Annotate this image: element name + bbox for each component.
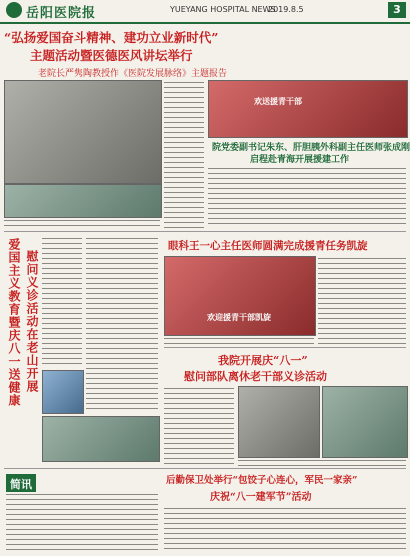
article5-title-line2: 慰问部队离休老干部义诊活动 [184,370,327,383]
article4-photo [164,256,316,336]
article1-title: “弘扬爱国奋斗精神、建功立业新时代” [4,30,219,45]
divider [4,231,406,232]
masthead [0,0,410,24]
article3-body-1 [42,236,82,366]
article2-body [208,166,406,228]
divider-2 [164,347,406,348]
article1-title-line2: 主题活动暨医德医风讲坛举行 [30,48,193,63]
article5-caption [238,458,406,466]
paper-english-name: YUEYANG HOSPITAL NEWS [170,5,276,14]
divider-3 [4,468,406,469]
article4-banner-text: 欢迎援青干部凯旋 [207,313,271,322]
article5-photo-2 [322,386,408,458]
article4-caption [164,336,314,344]
paper-name: 岳阳医院报 [26,6,97,21]
article2-title: 院党委副书记朱东、肝胆胰外科副主任医师张成刚 [212,143,410,153]
article2-photo [208,80,408,138]
article1-subtitle: 老院长严隽陶教授作《医院发展脉络》主题报告 [38,69,228,79]
article2-title-line2: 启程赴青海开展援建工作 [250,155,350,165]
article2-banner-text: 欢送援青干部 [254,97,302,106]
article1-caption [4,218,160,228]
article6-title: 后勤保卫处举行“包饺子心连心，军民一家亲” [166,475,358,486]
page-number: 3 [388,2,406,18]
issue-date: 2019.8.5 [268,5,304,14]
article1-photo-2 [4,184,162,218]
article6-body [164,506,406,552]
article4-body [318,256,406,344]
article5-title: 我院开展庆“八一” [218,354,308,367]
article6-title-line2: 庆祝“八一建军节”活动 [210,492,312,503]
article1-body [164,80,204,228]
hospital-logo-icon [6,2,22,18]
brief-body [6,492,158,552]
article3-vertical-title: 爱国主义教育暨庆八一送健康 [7,238,21,407]
article1-photo-1 [4,80,162,184]
article5-photo-1 [238,386,320,458]
article4-title: 眼科王一心主任医师圆满完成援青任务凯旋 [168,240,368,252]
brief-label: 简讯 [6,474,36,494]
article5-body [164,386,234,464]
article3-photo-2 [42,416,160,462]
article3-vertical-title-2: 慰问义诊活动在老山开展 [25,250,39,393]
article3-photo-1 [42,370,84,414]
article3-body-2 [86,236,158,411]
